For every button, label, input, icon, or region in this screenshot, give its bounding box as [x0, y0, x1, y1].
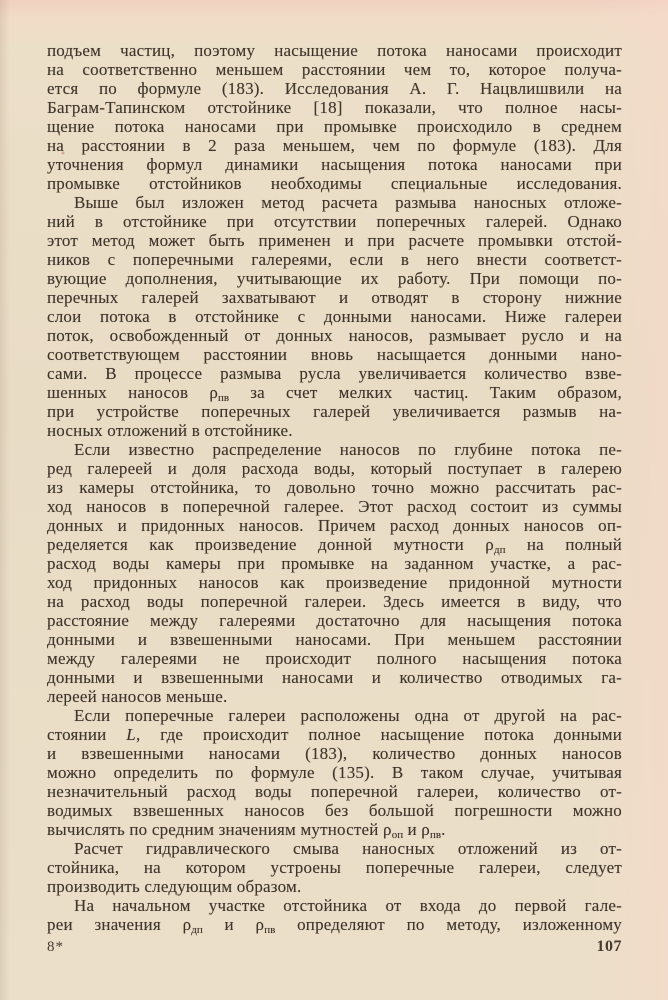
text-line: водимых взвешенных наносов без большой погрешности можно [47, 801, 622, 820]
text-line: можно определить по формуле (135). В таком случае, учитывая [47, 763, 622, 782]
paragraph [47, 896, 622, 934]
text-line: и взвешенными наносами (183), количество донных наносов [47, 744, 622, 763]
page-number: 107 [596, 938, 622, 955]
text-line: донных и придонных наносов. Причем расход донных наносов оп- [47, 516, 622, 535]
subscript: пв [429, 829, 442, 841]
text-line: ред галереей и доля расхода воды, который поступает в галерею [47, 459, 622, 478]
text-line: вующие дополнения, учитывающие их работу. При помощи по- [47, 269, 622, 288]
body-text-block [47, 41, 622, 934]
text-line: на соответственно меньшем расстоянии чем то, которое получа- [47, 60, 622, 79]
text-line: сами. В процессе размыва русла увеличивается количество взве- [47, 364, 622, 383]
text-line: ется по формуле (183). Исследования А. Г. Нацвлишвили на [47, 79, 622, 98]
subscript: дп [493, 544, 506, 556]
paragraph [47, 440, 622, 706]
text-line: на расстоянии в 2 раза меньшем, чем по формуле (183). Для [47, 136, 622, 155]
text-line: ределяется как произведение донной мутности $\rho_{дп}$ на полный [47, 535, 622, 556]
paragraph [47, 193, 622, 440]
text-line: стоянии L, где происходит полное насыщение потока донными [47, 725, 623, 744]
text-line: донными и взвешенными наносами. При меньшем расстоянии [47, 630, 622, 649]
text-line: из камеры отстойника, то довольно точно можно рассчитать рас- [47, 478, 622, 497]
text-line: на расход воды поперечной галереи. Здесь имеется в виду, что [47, 592, 622, 611]
text-line: На начальном участке отстойника от входа до первой гале- [74, 896, 622, 915]
text-line: расстояние между галереями достаточно для насыщения потока [47, 611, 622, 630]
text-line: ний в отстойнике при отсутствии поперечных галерей. Однако [47, 212, 622, 231]
text-line: ход придонных наносов как произведение придонной мутности [47, 573, 622, 592]
paragraph [47, 839, 622, 896]
text-line: стойника, на котором устроены поперечные галереи, следует [47, 858, 622, 877]
text-line: щение потока наносами при промывке происходило в среднем [47, 117, 622, 136]
text-line: Баграм-Тапинском отстойнике [18] показали, что полное насы- [47, 98, 622, 117]
text-line: вычислять по средним значениям мутностей $\rho_{оп}$ и $\rho_{пв}$. [47, 820, 446, 841]
text-line: Если известно распределение наносов по глубине потока пе- [74, 440, 622, 459]
subscript: пв [264, 924, 276, 936]
text-line: перечных галерей захватывают и отводят в сторону нижние [47, 288, 622, 307]
signature-mark: 8* [47, 939, 64, 955]
paragraph [47, 706, 622, 839]
italic-symbol: L [126, 725, 136, 744]
text-line: уточнения формул динамики насыщения потока наносами при [47, 155, 622, 174]
text-line: носных отложений в отстойнике. [47, 421, 293, 440]
text-line: шенных наносов $\rho_{пв}$ за счет мелких частиц. Таким образом, [47, 383, 622, 404]
text-line: незначительный расход воды поперечной галереи, количество от- [47, 782, 622, 801]
paragraph [47, 41, 622, 193]
text-line: ников с поперечными галереями, если в него внести соответст- [47, 250, 622, 269]
text-line: Выше был изложен метод расчета размыва наносных отложе- [74, 193, 622, 212]
text-line: соответствующем расстоянии вновь насыщается донными нано- [47, 345, 622, 364]
subscript: дп [191, 924, 203, 936]
subscript: оп [391, 829, 404, 841]
text-line: подъем частиц, поэтому насыщение потока наносами происходит [47, 41, 622, 60]
text-line: поток, освобожденный от донных наносов, размывает русло и на [47, 326, 622, 345]
text-line: слои потока в отстойнике с донными наносами. Ниже галереи [47, 307, 622, 326]
text-line: производить следующим образом. [47, 877, 302, 896]
text-line: Если поперечные галереи расположены одна от другой на рас- [74, 706, 622, 725]
text-line: расход воды камеры при промывке на заданном участке, а рас- [47, 554, 622, 573]
text-line: при устройстве поперечных галерей увеличивается размыв на- [47, 402, 622, 421]
text-line: реи значения $\rho_{дп}$ и $\rho_{пв}$ определяют по методу, изложенному [47, 915, 622, 936]
text-line: этот метод может быть применен и при расчете промывки отстой- [47, 231, 622, 250]
text-line: донными и взвешенными наносами и количество отводимых га- [47, 668, 622, 687]
text-line: ход наносов в поперечной галерее. Этот расход состоит из суммы [47, 497, 622, 516]
subscript: пв [218, 392, 230, 404]
page-footer [47, 938, 622, 956]
text-line: Расчет гидравлического смыва наносных отложений из от- [74, 839, 622, 858]
text-line: между галереями не происходит полного насыщения потока [47, 649, 622, 668]
text-line: промывке отстойников необходимы специальные исследования. [47, 174, 622, 193]
text-line: лереей наносов меньше. [47, 687, 228, 706]
